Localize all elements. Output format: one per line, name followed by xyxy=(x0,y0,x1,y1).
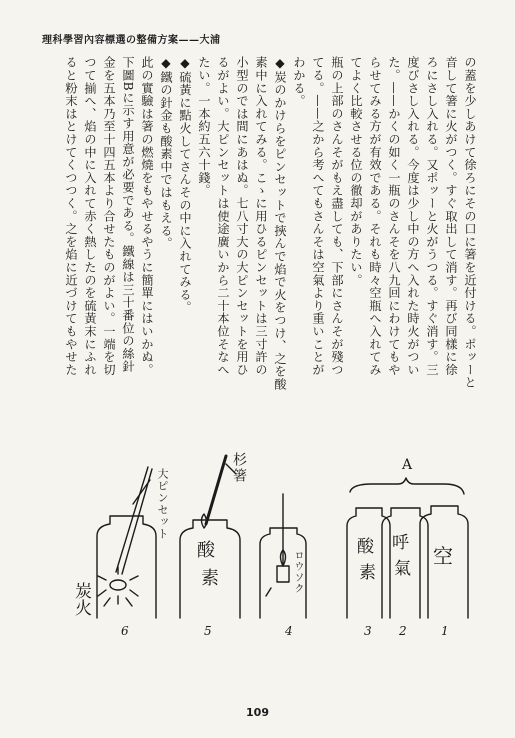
text-column: ると粉末はとけてくつつく。之を焰に近づけてもやせた xyxy=(64,56,78,376)
chopstick xyxy=(206,456,226,524)
text-column: ◆硫黃に點火してさんその中に入れてみる。 xyxy=(178,56,192,314)
figure-number: 5 xyxy=(204,624,212,638)
bottle-2-text: 呼 xyxy=(392,533,409,553)
text-column: 素中に入れてみる。こゝに用ひるピンセットは三寸許の xyxy=(254,56,268,376)
text-column: 此の實驗は箸の燃燒をもやせるやうに簡單にはいかぬ。 xyxy=(140,56,154,376)
text-column: た。——かくの如く一瓶のさんそを八九回にわけてもや xyxy=(387,56,401,376)
text-column: つて揃へ、焰の中に入れて赤く熱したのを硫黃末にふれ xyxy=(83,56,97,376)
text-column: るがよい。大ピンセットは使途廣いから二十本位そなへ xyxy=(216,56,230,376)
text-column: 音して箸に火がつく。すぐ取出して消す。再び同樣に徐 xyxy=(444,56,458,376)
figure-number: 3 xyxy=(364,624,372,638)
text-column: 金を五本乃至十四五本より合せたものがよい。一端を切 xyxy=(102,56,116,376)
text-column: ◆炭のかけらをピンセットで挾んで焰で火をつけ、之を酸 xyxy=(273,56,287,391)
vertical-text-block xyxy=(58,56,478,406)
text-column: ◆鐵の針金も酸素中ではもえる。 xyxy=(159,56,173,250)
figure-number: 4 xyxy=(285,624,293,638)
experiment-figure xyxy=(0,440,515,660)
running-header: 理科學習內容標選の整備方案——大浦 xyxy=(42,35,221,46)
bottle-3-text: 素 xyxy=(359,563,376,583)
chopstick-label: 杉箸 xyxy=(231,452,247,484)
flame-rays xyxy=(98,567,138,606)
figure-number: 6 xyxy=(121,624,129,638)
text-column: ろにさし入れる。又ポッーと火がうつる。すぐ消す。三 xyxy=(425,56,439,376)
figure-number: 1 xyxy=(441,624,449,638)
bottle-2-text: 氣 xyxy=(394,559,411,579)
bottle-5-text: 素 xyxy=(201,568,219,589)
figure-number: 2 xyxy=(399,624,407,638)
text-column: らせてみる方が有效である。それも時々空瓶へ入れてみ xyxy=(368,56,382,376)
text-column: わかる。 xyxy=(292,56,306,108)
tweezers xyxy=(116,467,152,574)
text-column: の蓋を少しあけて徐ろにその口に箸を近付ける。ポッーと xyxy=(463,56,477,389)
page-number: 109 xyxy=(246,706,269,719)
group-label-a: A xyxy=(402,457,413,473)
charcoal-label: 炭火 xyxy=(71,582,91,616)
candle-label: ロウソク xyxy=(292,550,303,594)
bottle-5-text: 酸 xyxy=(197,540,215,561)
text-column: 瓶の上部のさんそがもえ盡しても、下部にさんそが殘つ xyxy=(330,56,344,376)
burning-charcoal xyxy=(110,580,126,590)
text-column: 下圖Bに示す用意が必要である。鐵線は三十番位の絲針 xyxy=(121,56,135,373)
bottle-3-text: 酸 xyxy=(357,537,374,557)
text-column: 小型のでは間にあはぬ。七八寸大の大ピンセットを用ひ xyxy=(235,56,249,376)
tweezers-label: 大ピンセット xyxy=(156,468,169,540)
text-column: たい。一本約五六十錢。 xyxy=(197,56,211,197)
text-column: 度びさし入れる。今度は少し中の方へ入れた時火がつい xyxy=(406,56,420,376)
candle xyxy=(277,566,289,582)
text-column: てる。——之から考へてもさんそは空氣より重いことが xyxy=(311,56,325,376)
group-brace xyxy=(350,478,464,494)
bottle-1-text: 空 xyxy=(433,544,453,568)
text-column: てよく比較させる位の徹却がありたい。 xyxy=(349,56,363,287)
